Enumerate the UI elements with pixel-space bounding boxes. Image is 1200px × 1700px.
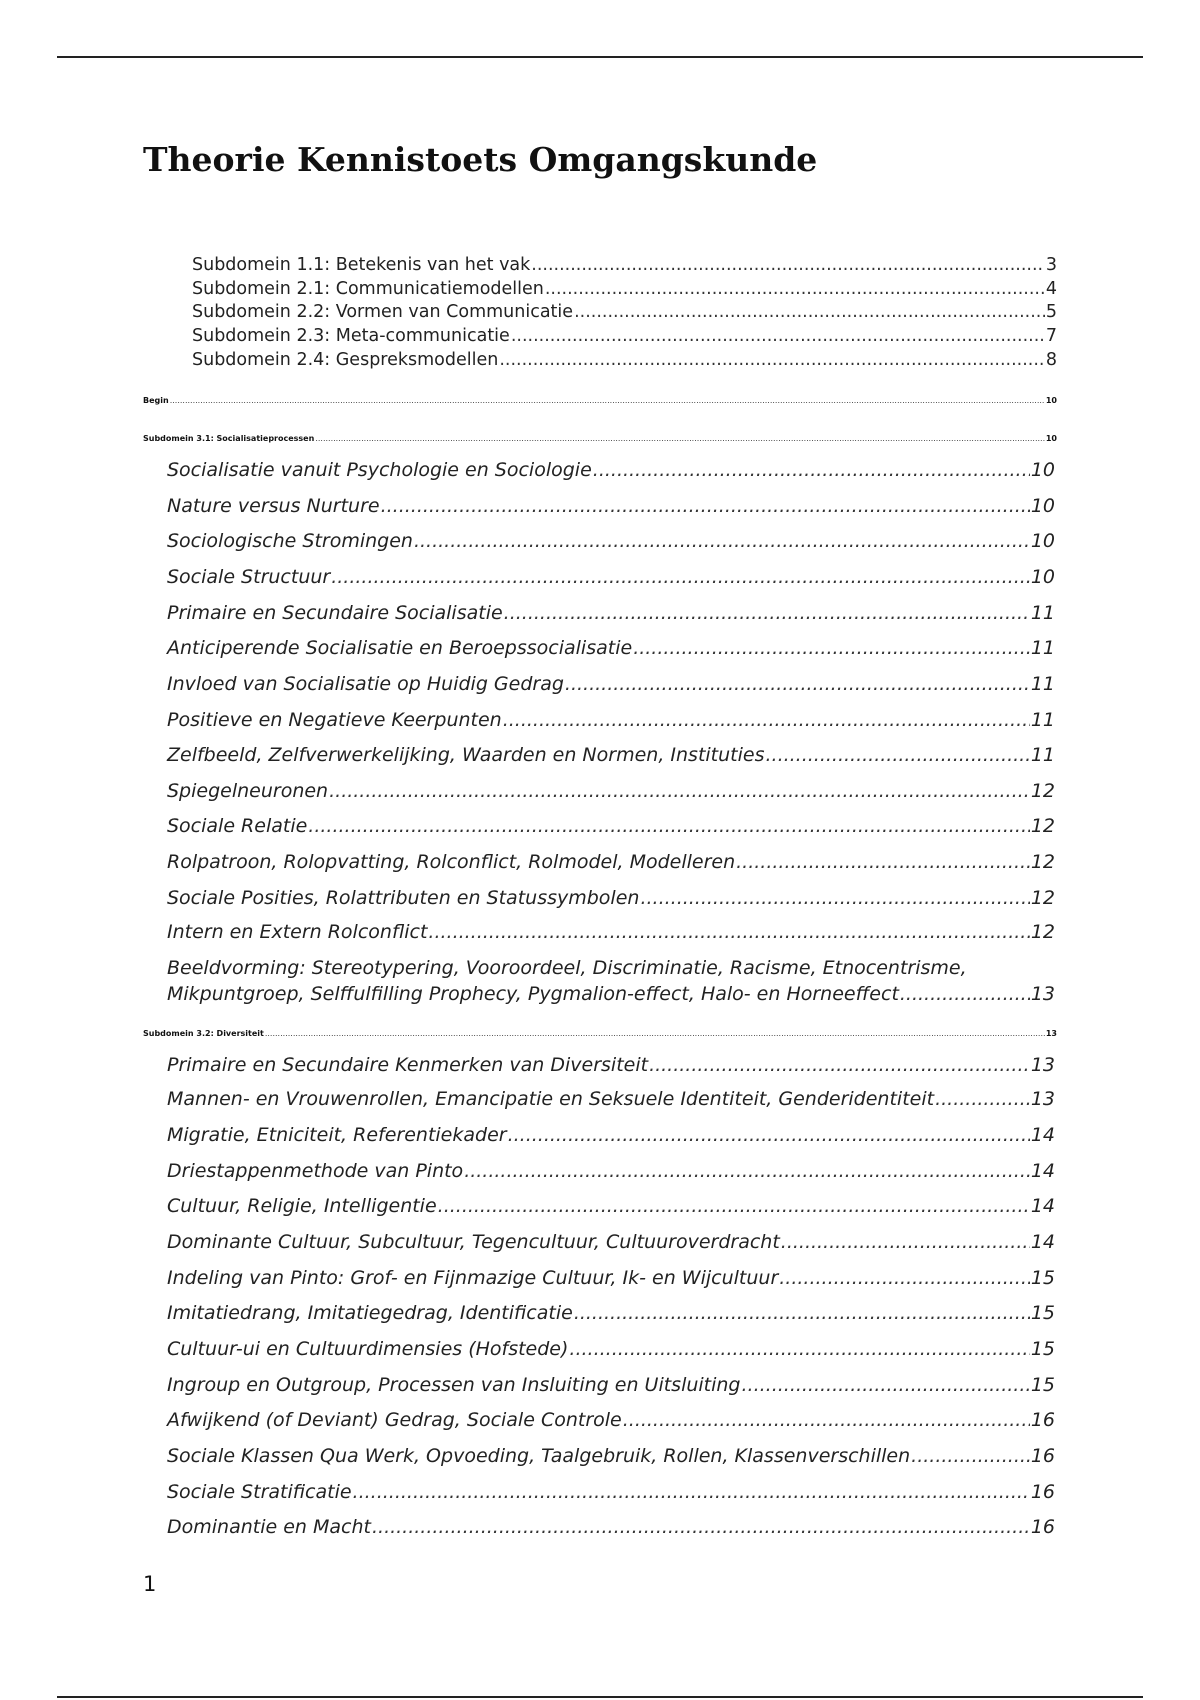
toc-leader [265,1028,1045,1040]
toc-entry-subdomein-2-4[interactable] [192,349,1057,371]
toc-subentry[interactable] [167,778,1055,804]
toc-subentry-page: 12 [1030,780,1055,802]
toc-subentry-page: 15 [1030,1338,1055,1360]
toc-subentry-text: Primaire en Secundaire Kenmerken van Diversiteit [167,1054,649,1076]
toc-subentry[interactable] [167,1443,1055,1469]
document-title: Theorie Kennistoets Omgangskunde [143,140,818,179]
toc-subentry-text: Socialisatie vanuit Psychologie en Sociologie [167,459,592,481]
toc-leader [531,254,1045,276]
toc-leader [742,1372,1030,1398]
toc-subentry[interactable] [167,671,1055,697]
toc-leader [633,635,1030,661]
toc-leader [353,1479,1030,1505]
toc-subentry[interactable] [167,1300,1055,1326]
toc-subentry-text: Sociologische Stromingen [167,530,413,552]
toc-subentry-page: 12 [1030,815,1055,837]
toc-subentry[interactable] [167,635,1055,661]
toc-entry-page: 4 [1045,279,1057,299]
toc-subentry-page: 14 [1030,1124,1055,1146]
toc-leader [781,1229,1030,1255]
toc-subentry-text: Sociale Relatie [167,815,308,837]
toc-entry-text: Subdomein 2.4: Gespreksmodellen [192,350,499,370]
toc-subentry-page: 11 [1030,744,1055,766]
toc-leader [428,919,1029,945]
toc-entry-subdomein-2-1[interactable] [192,278,1057,300]
toc-subentry[interactable] [167,1479,1055,1505]
toc-subentry-page: 13 [1030,1088,1055,1110]
toc-subentry[interactable] [167,885,1055,911]
toc-leader [593,457,1030,483]
toc-entry-page: 3 [1045,255,1057,275]
toc-subentry[interactable] [167,493,1055,519]
toc-heading-subdomein-3-2[interactable] [143,1028,1057,1040]
toc-subentry-text: Nature versus Nurture [167,495,380,517]
toc-heading-page: 10 [1045,396,1057,405]
toc-subentry-page: 16 [1030,1481,1055,1503]
toc-subentry-page: 10 [1030,530,1055,552]
toc-heading-text: Begin [143,396,169,405]
toc-subentry[interactable] [167,1265,1055,1291]
toc-subentry[interactable] [167,528,1055,554]
toc-subentry-text: Afwijkend (of Deviant) Gedrag, Sociale Controle [167,1409,622,1431]
toc-subentry[interactable] [167,1158,1055,1184]
toc-leader [329,778,1030,804]
toc-entry-text: Subdomein 2.3: Meta-communicatie [192,326,510,346]
toc-subentry-page: 14 [1030,1160,1055,1182]
toc-leader [308,813,1030,839]
page-number: 1 [143,1572,157,1596]
toc-subentry[interactable] [167,1193,1055,1219]
toc-subentry-text: Intern en Extern Rolconflict [167,921,428,943]
toc-leader [331,564,1030,590]
toc-entry-page: 8 [1045,350,1057,370]
toc-leader [569,1336,1029,1362]
toc-subentry-text: Mannen- en Vrouwenrollen, Emancipatie en Seksuele Identiteit, Genderidentiteit [167,1088,935,1110]
toc-subentry[interactable] [167,1514,1055,1540]
toc-subentry-page: 13 [1030,1054,1055,1076]
toc-subentry[interactable] [167,1122,1055,1148]
toc-subentry[interactable] [167,457,1055,483]
toc-leader [623,1407,1030,1433]
toc-subentry-text: Spiegelneuronen [167,780,329,802]
toc-leader [511,325,1045,347]
bottom-rule [57,1696,1143,1698]
toc-leader [315,433,1045,445]
top-rule [57,56,1143,58]
toc-subentry[interactable] [167,813,1055,839]
toc-subentry-page: 15 [1030,1374,1055,1396]
toc-leader [503,707,1030,733]
toc-subentry-text: Sociale Posities, Rolattributen en Statussymbolen [167,887,640,909]
toc-leader [372,1514,1030,1540]
toc-subentry[interactable] [167,919,1055,945]
toc-leader [779,1265,1030,1291]
toc-subentry-text: Imitatiedrang, Imitatiegedrag, Identificatie [167,1302,573,1324]
toc-leader [640,885,1029,911]
toc-subentry-page: 11 [1030,602,1055,624]
toc-subentry[interactable] [167,1229,1055,1255]
toc-subentry[interactable] [167,600,1055,626]
toc-leader [574,1300,1030,1326]
toc-subentry-text: Ingroup en Outgroup, Processen van Insluiting en Uitsluiting [167,1374,741,1396]
toc-heading-subdomein-3-1[interactable] [143,433,1057,445]
toc-subentry-text: Positieve en Negatieve Keerpunten [167,709,502,731]
toc-subentry-text: Dominantie en Macht [167,1516,371,1538]
toc-subentry-beeldvorming[interactable] [167,955,1055,1007]
toc-subentry[interactable] [167,707,1055,733]
toc-subentry-text: Rolpatroon, Rolopvatting, Rolconflict, Rolmodel, Modelleren [167,851,736,873]
toc-leader [464,1158,1030,1184]
toc-subentry-page: 12 [1030,851,1055,873]
toc-leader [649,1052,1030,1078]
toc-leader [765,742,1029,768]
toc-leader [414,528,1030,554]
toc-subentry-page: 15 [1030,1302,1055,1324]
toc-subentry-page: 12 [1030,887,1055,909]
toc-subentry-page: 16 [1030,1409,1055,1431]
toc-subentry-page: 11 [1030,637,1055,659]
toc-subentry-line2 [167,981,1055,1007]
toc-entry-text: Subdomein 2.1: Communicatiemodellen [192,279,544,299]
toc-entry-subdomein-1-1[interactable] [192,254,1057,276]
toc-subentry-text: Sociale Structuur [167,566,331,588]
toc-leader [565,671,1030,697]
toc-leader [736,849,1030,875]
toc-entry-text: Subdomein 2.2: Vormen van Communicatie [192,302,574,322]
toc-leader [504,600,1030,626]
toc-subentry[interactable] [167,1052,1055,1078]
toc-subentry-text: Anticiperende Socialisatie en Beroepssocialisatie [167,637,633,659]
toc-subentry-page: 11 [1030,673,1055,695]
toc-heading-text: Subdomein 3.1: Socialisatieprocessen [143,434,315,443]
toc-leader [574,301,1045,323]
toc-entry-subdomein-2-2[interactable] [192,301,1057,323]
toc-subentry[interactable] [167,849,1055,875]
toc-heading-begin[interactable] [143,395,1057,407]
toc-heading-page: 10 [1045,434,1057,443]
toc-entry-text: Subdomein 1.1: Betekenis van het vak [192,255,531,275]
toc-entry-subdomein-2-3[interactable] [192,325,1057,347]
toc-leader [499,349,1045,371]
toc-subentry-text-line1: Beeldvorming: Stereotypering, Vooroordeel, Discriminatie, Racisme, Etnocentrisme, [167,957,967,979]
toc-subentry-page: 10 [1030,566,1055,588]
toc-subentry-page: 15 [1030,1267,1055,1289]
toc-subentry[interactable] [167,564,1055,590]
toc-leader [911,1443,1030,1469]
toc-subentry-text: Zelfbeeld, Zelfverwerkelijking, Waarden en Normen, Instituties [167,744,765,766]
toc-leader [935,1086,1030,1112]
toc-subentry-page: 13 [1030,983,1055,1005]
toc-subentry-page: 14 [1030,1231,1055,1253]
toc-subentry-text: Dominante Cultuur, Subcultuur, Tegencultuur, Cultuuroverdracht [167,1231,780,1253]
toc-subentry-text: Primaire en Secundaire Socialisatie [167,602,503,624]
toc-subentry-text: Migratie, Etniciteit, Referentiekader [167,1124,507,1146]
toc-leader [438,1193,1030,1219]
toc-leader [900,981,1030,1007]
toc-subentry-text-line2: Mikpuntgroep, Selffulfilling Prophecy, Pygmalion-effect, Halo- en Horneeffect [167,983,899,1005]
toc-subentry-page: 10 [1030,459,1055,481]
toc-subentry-text: Sociale Klassen Qua Werk, Opvoeding, Taalgebruik, Rollen, Klassenverschillen [167,1445,911,1467]
toc-subentry-text: Indeling van Pinto: Grof- en Fijnmazige Cultuur, Ik- en Wijcultuur [167,1267,779,1289]
toc-entry-page: 7 [1045,326,1057,346]
toc-subentry[interactable] [167,742,1055,768]
toc-subentry[interactable] [167,1086,1055,1112]
toc-subentry-page: 16 [1030,1445,1055,1467]
toc-leader [170,395,1045,407]
toc-subentry-page: 12 [1030,921,1055,943]
toc-subentry-page: 16 [1030,1516,1055,1538]
toc-subentry-page: 11 [1030,709,1055,731]
toc-subentry-text: Sociale Stratificatie [167,1481,352,1503]
toc-subentry[interactable] [167,1407,1055,1433]
toc-heading-text: Subdomein 3.2: Diversiteit [143,1029,264,1038]
toc-entry-page: 5 [1045,302,1057,322]
toc-heading-page: 13 [1045,1029,1057,1038]
toc-subentry-page: 14 [1030,1195,1055,1217]
toc-subentry-page: 10 [1030,495,1055,517]
toc-leader [381,493,1030,519]
toc-subentry-text: Invloed van Socialisatie op Huidig Gedrag [167,673,564,695]
toc-subentry[interactable] [167,1372,1055,1398]
toc-subentry-text: Cultuur, Religie, Intelligentie [167,1195,437,1217]
toc-leader [545,278,1045,300]
toc-subentry-text: Driestappenmethode van Pinto [167,1160,464,1182]
toc-subentry-text: Cultuur-ui en Cultuurdimensies (Hofstede) [167,1338,569,1360]
toc-subentry[interactable] [167,1336,1055,1362]
toc-leader [508,1122,1030,1148]
